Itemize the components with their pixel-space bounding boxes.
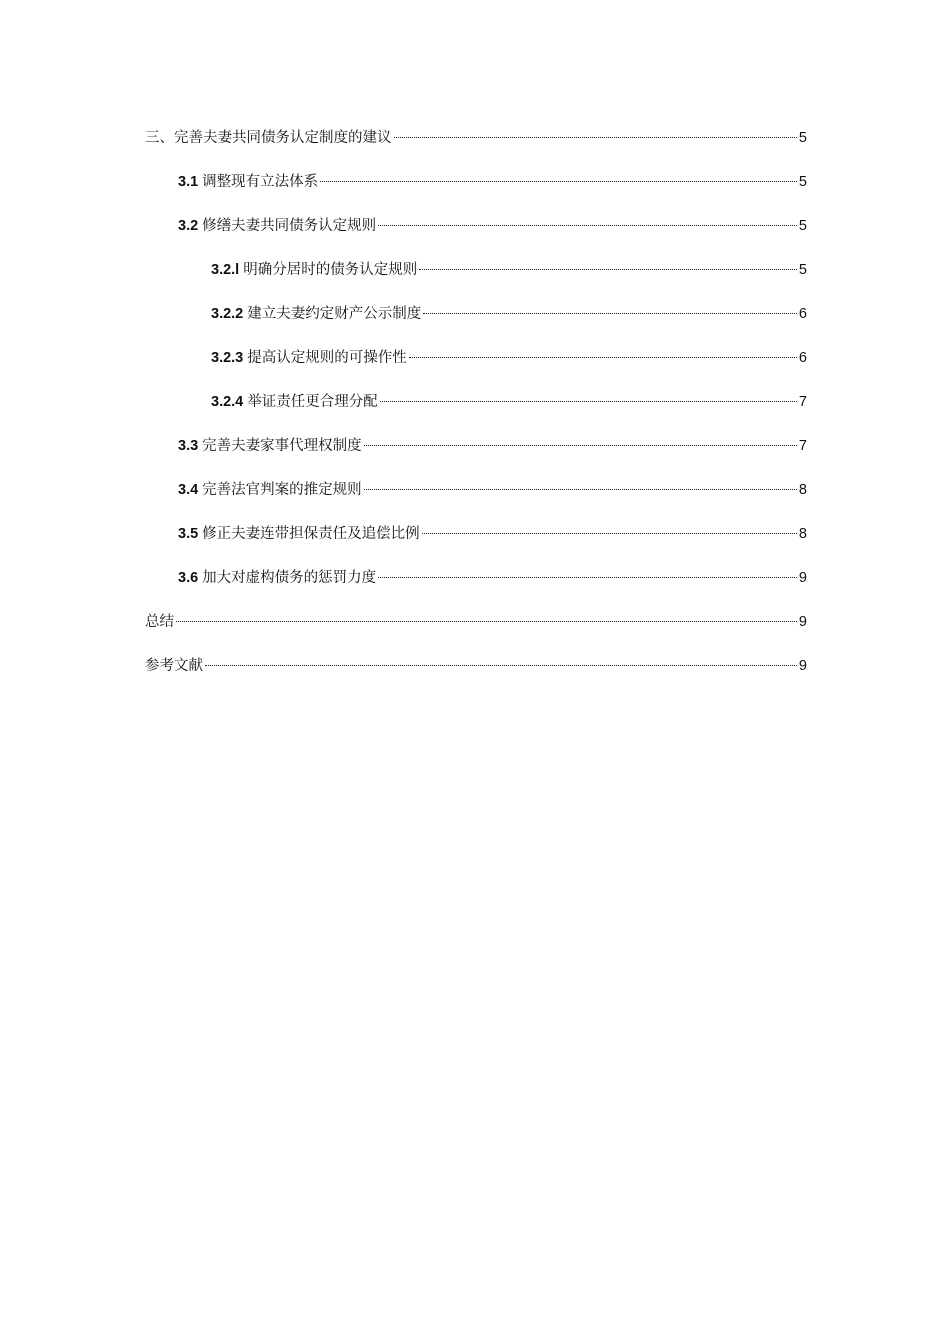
toc-entry[interactable] bbox=[145, 390, 807, 434]
toc-entry-heading bbox=[211, 346, 407, 370]
toc-page-number: 9 bbox=[798, 614, 807, 630]
toc-page-number: 5 bbox=[798, 174, 807, 190]
toc-dot-leader bbox=[320, 181, 797, 182]
toc-entry-title: 完善法官判案的推定规则 bbox=[202, 482, 362, 498]
toc-section-number: 3.4 bbox=[178, 482, 199, 498]
toc-dot-leader bbox=[422, 533, 797, 534]
toc-page-number: 6 bbox=[798, 306, 807, 322]
toc-entry-title: 三、完善夫妻共同债务认定制度的建议 bbox=[145, 130, 392, 146]
toc-entry-title: 提高认定规则的可操作性 bbox=[247, 350, 407, 366]
toc-page-number: 9 bbox=[798, 658, 807, 674]
toc-entry-heading bbox=[211, 302, 421, 326]
toc-dot-leader bbox=[409, 357, 797, 358]
toc-entry-title: 举证责任更合理分配 bbox=[247, 394, 378, 410]
toc-section-number: 3.2.l bbox=[211, 262, 240, 278]
toc-page-number: 5 bbox=[798, 130, 807, 146]
toc-entry-heading bbox=[178, 478, 362, 502]
toc-entry[interactable] bbox=[145, 346, 807, 390]
toc-entry-title: 建立夫妻约定财产公示制度 bbox=[247, 306, 422, 322]
toc-page-number: 5 bbox=[798, 218, 807, 234]
toc-entry-heading bbox=[211, 258, 417, 282]
toc-dot-leader bbox=[423, 313, 797, 314]
toc-entry-title: 完善夫妻家事代理权制度 bbox=[202, 438, 362, 454]
toc-entry[interactable] bbox=[145, 214, 807, 258]
toc-dot-leader bbox=[380, 401, 797, 402]
toc-dot-leader bbox=[364, 489, 797, 490]
toc-entry[interactable] bbox=[145, 126, 807, 170]
toc-section-number: 3.1 bbox=[178, 174, 199, 190]
toc-entry-heading bbox=[178, 434, 362, 458]
toc-section-number: 3.3 bbox=[178, 438, 199, 454]
toc-entry-title: 修缮夫妻共同债务认定规则 bbox=[202, 218, 377, 234]
toc-page-number: 5 bbox=[798, 262, 807, 278]
toc-page-number: 7 bbox=[798, 438, 807, 454]
toc-section-number: 3.2.2 bbox=[211, 306, 244, 322]
toc-page-number: 9 bbox=[798, 570, 807, 586]
toc-entry[interactable] bbox=[145, 654, 807, 698]
toc-entry[interactable] bbox=[145, 566, 807, 610]
toc-dot-leader bbox=[364, 445, 797, 446]
toc-entry-title: 明确分居时的债务认定规则 bbox=[243, 262, 418, 278]
toc-section-number: 3.2.3 bbox=[211, 350, 244, 366]
toc-page-number: 6 bbox=[798, 350, 807, 366]
toc-page-number: 8 bbox=[798, 526, 807, 542]
toc-entry[interactable] bbox=[145, 170, 807, 214]
toc-entry-heading bbox=[178, 566, 376, 590]
toc-dot-leader bbox=[176, 621, 797, 622]
toc-page-number: 7 bbox=[798, 394, 807, 410]
toc-entry-title: 加大对虚构债务的惩罚力度 bbox=[202, 570, 377, 586]
toc-dot-leader bbox=[378, 577, 797, 578]
toc-section-number: 3.5 bbox=[178, 526, 199, 542]
toc-entry-title: 参考文献 bbox=[145, 658, 203, 674]
toc-entry-heading bbox=[211, 390, 378, 414]
toc-section-number: 3.2 bbox=[178, 218, 199, 234]
toc-section-number: 3.2.4 bbox=[211, 394, 244, 410]
toc-dot-leader bbox=[378, 225, 797, 226]
table-of-contents bbox=[145, 126, 807, 698]
toc-entry-title: 调整现有立法体系 bbox=[202, 174, 319, 190]
toc-entry[interactable] bbox=[145, 302, 807, 346]
toc-entry[interactable] bbox=[145, 258, 807, 302]
toc-entry-heading bbox=[178, 522, 420, 546]
toc-entry[interactable] bbox=[145, 610, 807, 654]
toc-entry-heading bbox=[178, 170, 318, 194]
toc-page-number: 8 bbox=[798, 482, 807, 498]
toc-entry-title: 总结 bbox=[145, 614, 174, 630]
toc-entry[interactable] bbox=[145, 478, 807, 522]
toc-entry-title: 修正夫妻连带担保责任及追偿比例 bbox=[202, 526, 420, 542]
toc-dot-leader bbox=[394, 137, 797, 138]
toc-section-number: 3.6 bbox=[178, 570, 199, 586]
toc-entry[interactable] bbox=[145, 522, 807, 566]
toc-entry-heading bbox=[178, 214, 376, 238]
toc-dot-leader bbox=[419, 269, 797, 270]
toc-entry[interactable] bbox=[145, 434, 807, 478]
toc-dot-leader bbox=[205, 665, 797, 666]
